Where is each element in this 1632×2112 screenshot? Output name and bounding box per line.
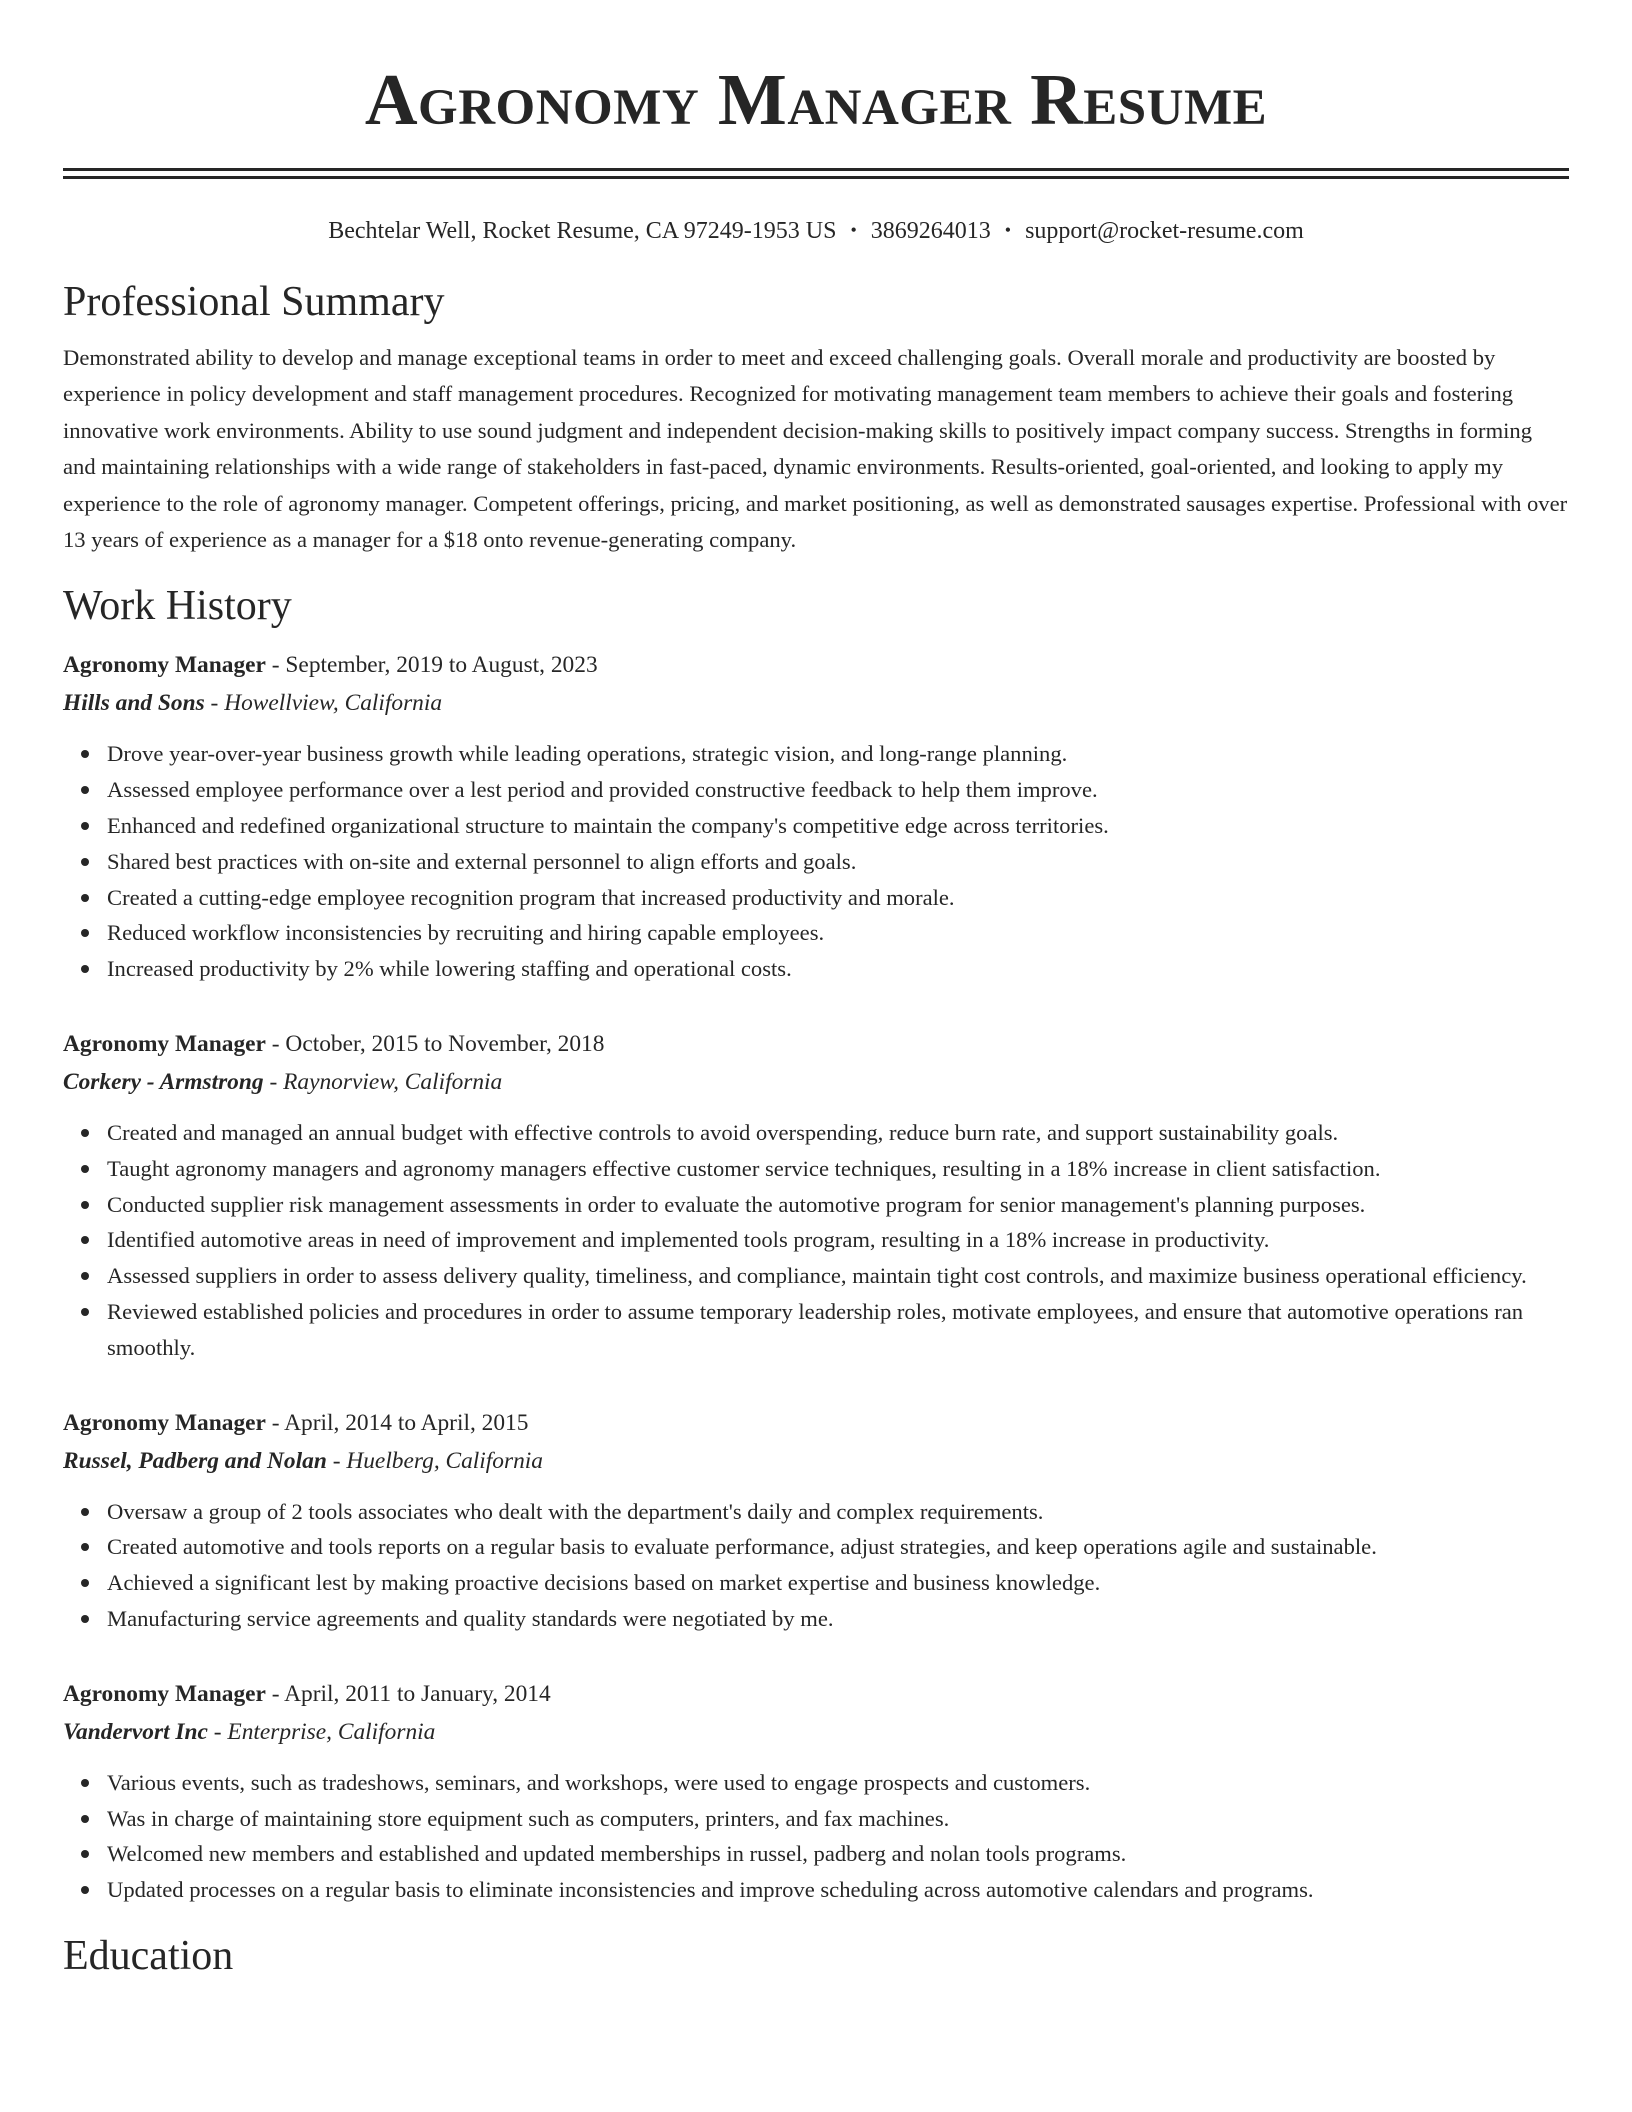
job-title-line: Agronomy Manager - October, 2015 to November, 2018 [63,1031,605,1058]
job-bullet: Was in charge of maintaining store equipment such as computers, printers, and fax machines. [107,1801,1569,1837]
job-title-line: Agronomy Manager - April, 2014 to April, 2015 [63,1409,529,1436]
job-title-line: Agronomy Manager - September, 2019 to August, 2023 [63,652,598,679]
job-bullet: Achieved a significant lest by making proactive decisions based on market expertise and business knowledge. [107,1565,1569,1601]
contact-separator: • [1004,220,1012,240]
title-double-rule [63,168,1569,179]
summary-heading: Professional Summary [63,279,445,325]
company-name: Hills and Sons [63,690,205,717]
job-dates: October, 2015 to November, 2018 [285,1031,605,1058]
contact-separator: • [850,220,857,240]
company-line: Hills and Sons - Howellview, California [63,690,443,717]
job-title-line: Agronomy Manager - April, 2011 to January, 2014 [63,1680,551,1707]
job-bullet: Enhanced and redefined organizational structure to maintain the company's competitive edge across territories. [107,808,1569,844]
job-bullet-list [63,1765,1569,1908]
job-dates: September, 2019 to August, 2023 [285,652,598,679]
summary-text: Demonstrated ability to develop and manage exceptional teams in order to meet and exceed challenging goals. Overall morale and productivity are boosted by experience in policy development and staff management procedures. Recognized for motivating management team members to achieve their goals and fostering innovative work environments. Ability to use sound judgment and independent decision-making skills to positively impact company success. Strengths in forming and maintaining relationships with a wide range of stakeholders in fast-paced, dynamic environments. Results-oriented, goal-oriented, and looking to apply my experience to the role of agronomy manager. Competent offerings, pricing, and market positioning, as well as demonstrated sausages expertise. Professional with over 13 years of experience as a manager for a $18 onto revenue-generating company. [63,345,1568,553]
job-entry [63,1404,1569,1637]
work-history-list [63,646,1569,1908]
job-bullet: Reviewed established policies and procedures in order to assume temporary leadership roles, motivate employees, and ensure that automotive operations ran smoothly. [107,1294,1569,1366]
job-bullet-list [63,1494,1569,1637]
company-line: Corkery - Armstrong - Raynorview, California [63,1069,503,1096]
company-location: Enterprise, California [227,1718,436,1745]
job-dates: April, 2014 to April, 2015 [284,1409,529,1436]
job-bullet: Oversaw a group of 2 tools associates who dealt with the department's daily and complex requirements. [107,1494,1569,1530]
job-bullet: Assessed suppliers in order to assess delivery quality, timeliness, and compliance, maintain tight cost controls, and maximize business operational efficiency. [107,1258,1569,1294]
job-bullet: Shared best practices with on-site and external personnel to align efforts and goals. [107,844,1569,880]
contact-phone: 3869264013 [870,218,991,244]
job-bullet: Created a cutting-edge employee recognition program that increased productivity and morale. [107,880,1569,916]
job-entry [63,646,1569,987]
job-title: Agronomy Manager [63,1680,266,1707]
resume-title: Agronomy Manager Resume [364,59,1268,140]
job-bullet: Conducted supplier risk management assessments in order to evaluate the automotive program for senior management's planning purposes. [107,1187,1569,1223]
work-history-heading: Work History [63,583,292,630]
job-bullet: Manufacturing service agreements and quality standards were negotiated by me. [107,1601,1569,1637]
job-bullet: Assessed employee performance over a lest period and provided constructive feedback to help them improve. [107,772,1569,808]
job-bullet: Welcomed new members and established and updated memberships in russel, padberg and nolan tools programs. [107,1836,1569,1872]
job-bullet: Updated processes on a regular basis to eliminate inconsistencies and improve scheduling across automotive calendars and programs. [107,1872,1569,1908]
job-bullet: Reduced workflow inconsistencies by recruiting and hiring capable employees. [107,915,1569,951]
job-bullet-list [63,736,1569,987]
job-title: Agronomy Manager [63,652,266,679]
job-bullet: Taught agronomy managers and agronomy managers effective customer service techniques, resulting in a 18% increase in client satisfaction. [107,1151,1569,1187]
job-bullet: Created automotive and tools reports on a regular basis to evaluate performance, adjust strategies, and keep operations agile and sustainable. [107,1529,1569,1565]
company-location: Howellview, California [224,690,443,717]
job-bullet: Various events, such as tradeshows, seminars, and workshops, were used to engage prospects and customers. [107,1765,1569,1801]
company-name: Corkery - Armstrong [63,1069,264,1096]
company-line: Vandervort Inc - Enterprise, California [63,1718,436,1745]
job-title: Agronomy Manager [63,1409,266,1436]
job-entry [63,1025,1569,1366]
education-heading: Education [63,1932,234,1979]
job-bullet-list [63,1115,1569,1366]
job-bullet: Identified automotive areas in need of improvement and implemented tools program, resulting in a 18% increase in productivity. [107,1222,1569,1258]
company-line: Russel, Padberg and Nolan - Huelberg, California [63,1447,543,1474]
company-location: Huelberg, California [346,1447,543,1474]
company-name: Russel, Padberg and Nolan [63,1447,327,1474]
contact-line [63,213,1569,248]
job-dates: April, 2011 to January, 2014 [284,1680,551,1707]
job-bullet: Created and managed an annual budget with effective controls to avoid overspending, reduce burn rate, and support sustainability goals. [107,1115,1569,1151]
job-bullet: Drove year-over-year business growth while leading operations, strategic vision, and long-range planning. [107,736,1569,772]
company-name: Vandervort Inc [63,1718,208,1745]
contact-email: support@rocket-resume.com [1025,218,1304,244]
job-bullet: Increased productivity by 2% while lowering staffing and operational costs. [107,951,1569,987]
job-title: Agronomy Manager [63,1031,266,1058]
company-location: Raynorview, California [283,1069,503,1096]
contact-address: Bechtelar Well, Rocket Resume, CA 97249-1953 US [328,218,837,244]
job-entry [63,1675,1569,1908]
